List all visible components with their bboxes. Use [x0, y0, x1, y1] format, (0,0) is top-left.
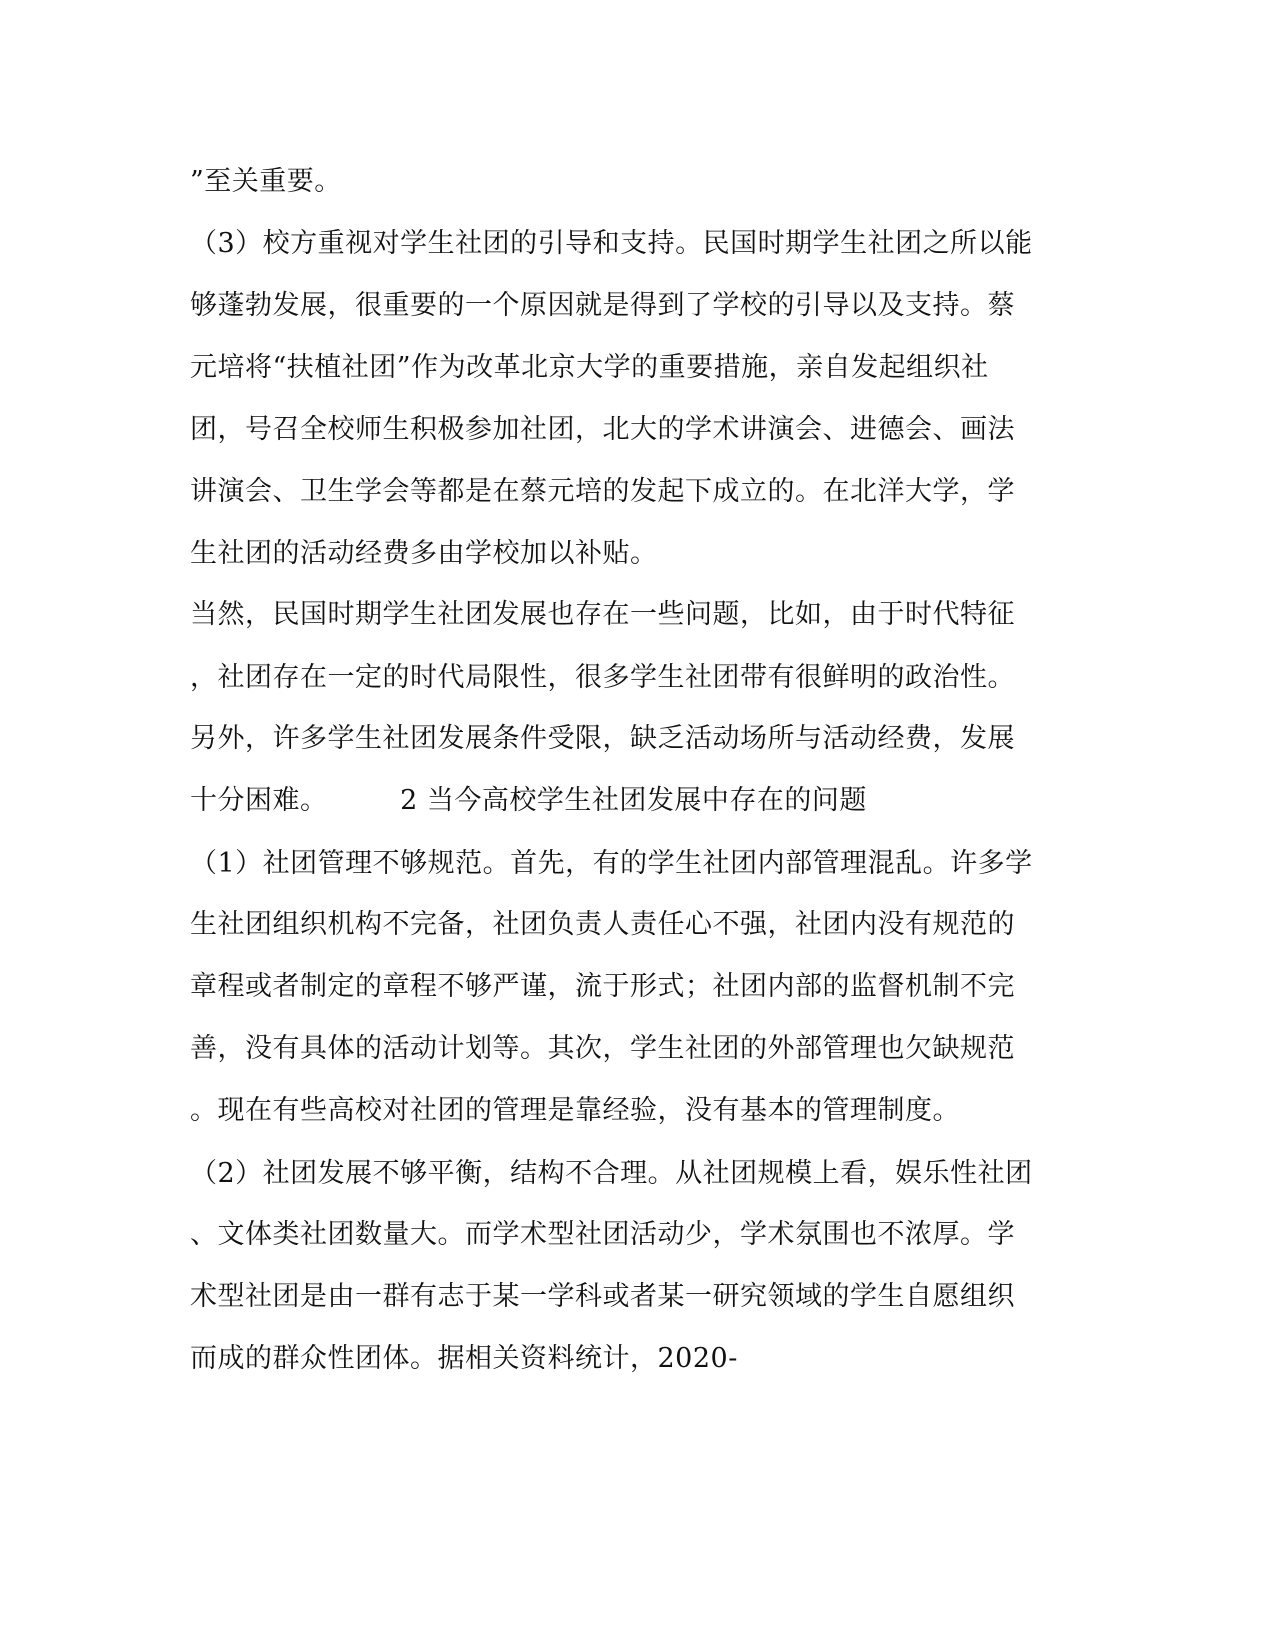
text-line: 。现在有些高校对社团的管理是靠经验，没有基本的管理制度。	[190, 1095, 960, 1126]
text-line: 另外，许多学生社团发展条件受限，缺乏活动场所与活动经费，发展	[190, 723, 1015, 754]
text-line: 当然，民国时期学生社团发展也存在一些问题，比如，由于时代特征	[190, 599, 1015, 630]
text-line: 够蓬勃发展，很重要的一个原因就是得到了学校的引导以及支持。蔡	[190, 290, 1015, 321]
text-line: 生社团组织机构不完备，社团负责人责任心不强，社团内没有规范的	[190, 909, 1015, 940]
text-line: 十分困难。 2 当今高校学生社团发展中存在的问题	[190, 785, 867, 816]
text-line: 生社团的活动经费多由学校加以补贴。	[190, 538, 658, 569]
text-line: 章程或者制定的章程不够严谨，流于形式；社团内部的监督机制不完	[190, 971, 1015, 1002]
text-line: ”至关重要。	[190, 166, 342, 197]
text-line: 讲演会、卫生学会等都是在蔡元培的发起下成立的。在北洋大学，学	[190, 476, 1015, 507]
text-line: （2）社团发展不够平衡，结构不合理。从社团规模上看，娱乐性社团	[190, 1158, 1033, 1189]
text-line: 术型社团是由一群有志于某一学科或者某一研究领域的学生自愿组织	[190, 1281, 1015, 1312]
text-line: （1）社团管理不够规范。首先，有的学生社团内部管理混乱。许多学	[190, 848, 1033, 879]
text-line: 善，没有具体的活动计划等。其次，学生社团的外部管理也欠缺规范	[190, 1033, 1015, 1064]
text-line: 、文体类社团数量大。而学术型社团活动少，学术氛围也不浓厚。学	[190, 1219, 1015, 1250]
text-line: ，社团存在一定的时代局限性，很多学生社团带有很鲜明的政治性。	[190, 662, 1015, 693]
text-line: 而成的群众性团体。据相关资料统计，2020-	[190, 1343, 738, 1374]
text-line: （3）校方重视对学生社团的引导和支持。民国时期学生社团之所以能	[190, 228, 1033, 259]
text-line: 团，号召全校师生积极参加社团，北大的学术讲演会、进德会、画法	[190, 414, 1015, 445]
text-line: 元培将“扶植社团”作为改革北京大学的重要措施，亲自发起组织社	[190, 352, 989, 383]
